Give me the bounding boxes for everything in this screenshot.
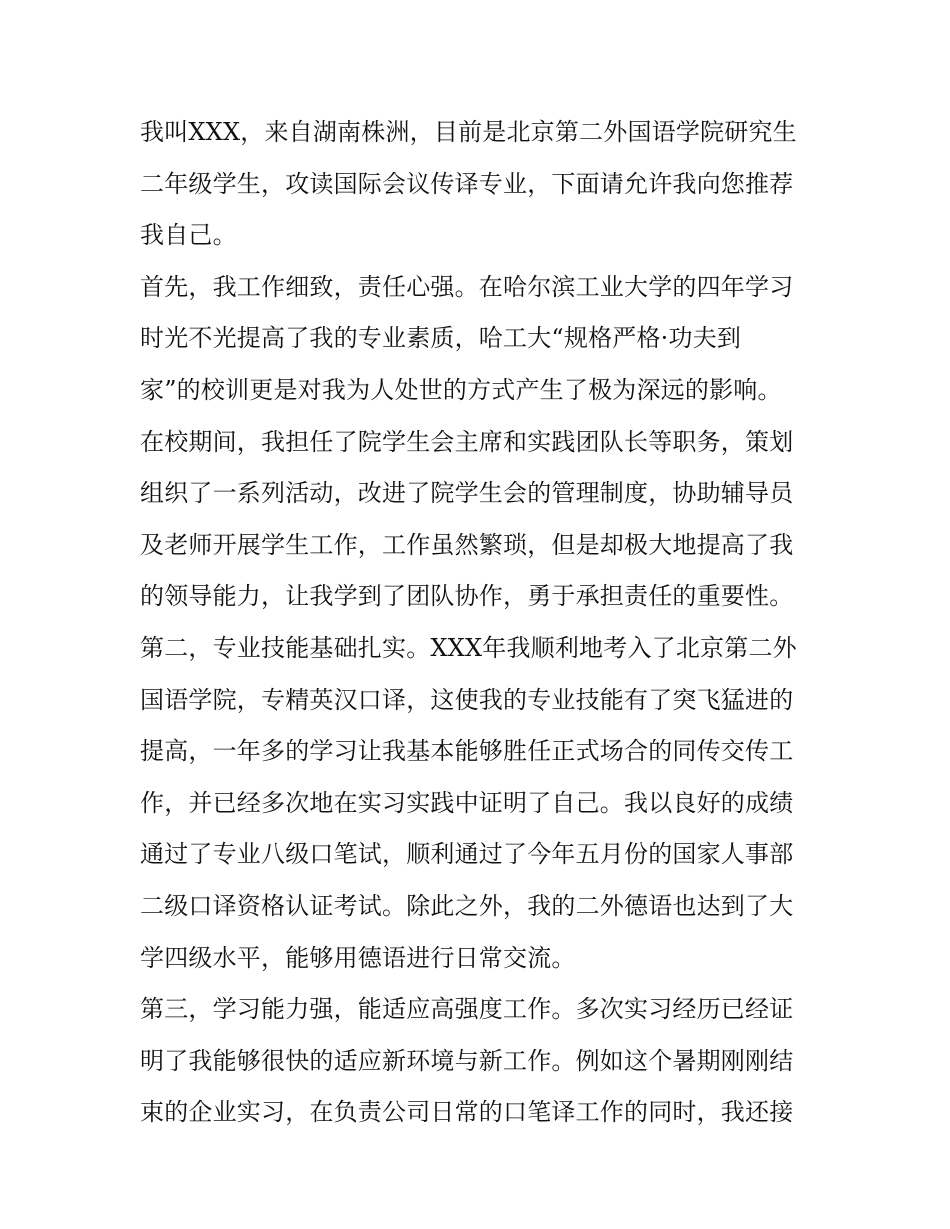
text-line: 的领导能力，让我学到了团队协作，勇于承担责任的重要性。: [140, 582, 794, 611]
text-line: 国语学院，专精英汉口译，这使我的专业技能有了突飞猛进的: [140, 685, 794, 714]
text-line: 时光不光提高了我的专业素质，哈工大“规格严格·功夫到: [140, 324, 742, 353]
text-line: 第二，专业技能基础扎实。XXX年我顺利地考入了北京第二外: [140, 633, 797, 662]
text-line: 在校期间，我担任了院学生会主席和实践团队长等职务，策划: [140, 427, 794, 456]
text-line: 作，并已经多次地在实习实践中证明了自己。我以良好的成绩: [140, 788, 794, 817]
text-line: 家”的校训更是对我为人处世的方式产生了极为深远的影响。: [140, 375, 782, 404]
text-line: 提高，一年多的学习让我基本能够胜任正式场合的同传交传工: [140, 737, 794, 766]
text-line: 首先，我工作细致，责任心强。在哈尔滨工业大学的四年学习: [140, 272, 794, 301]
text-line: 第三，学习能力强，能适应高强度工作。多次实习经历已经证: [140, 995, 794, 1024]
text-line: 我自己。: [140, 221, 237, 250]
text-line: 明了我能够很快的适应新环境与新工作。例如这个暑期刚刚结: [140, 1046, 794, 1075]
text-line: 我叫XXX，来自湖南株洲，目前是北京第二外国语学院研究生: [140, 118, 797, 146]
text-line: 通过了专业八级口笔试，顺利通过了今年五月份的国家人事部: [140, 840, 794, 869]
text-line: 二年级学生，攻读国际会议传译专业，下面请允许我向您推荐: [140, 169, 794, 198]
text-line: 束的企业实习，在负责公司日常的口笔译工作的同时，我还接: [140, 1098, 794, 1127]
text-line: 学四级水平，能够用德语进行日常交流。: [140, 943, 576, 972]
text-line: 及老师开展学生工作，工作虽然繁琐，但是却极大地提高了我: [140, 530, 794, 559]
text-line: 组织了一系列活动，改进了院学生会的管理制度，协助辅导员: [140, 479, 794, 508]
document-body: [140, 107, 820, 1139]
text-line: 二级口译资格认证考试。除此之外，我的二外德语也达到了大: [140, 891, 794, 920]
